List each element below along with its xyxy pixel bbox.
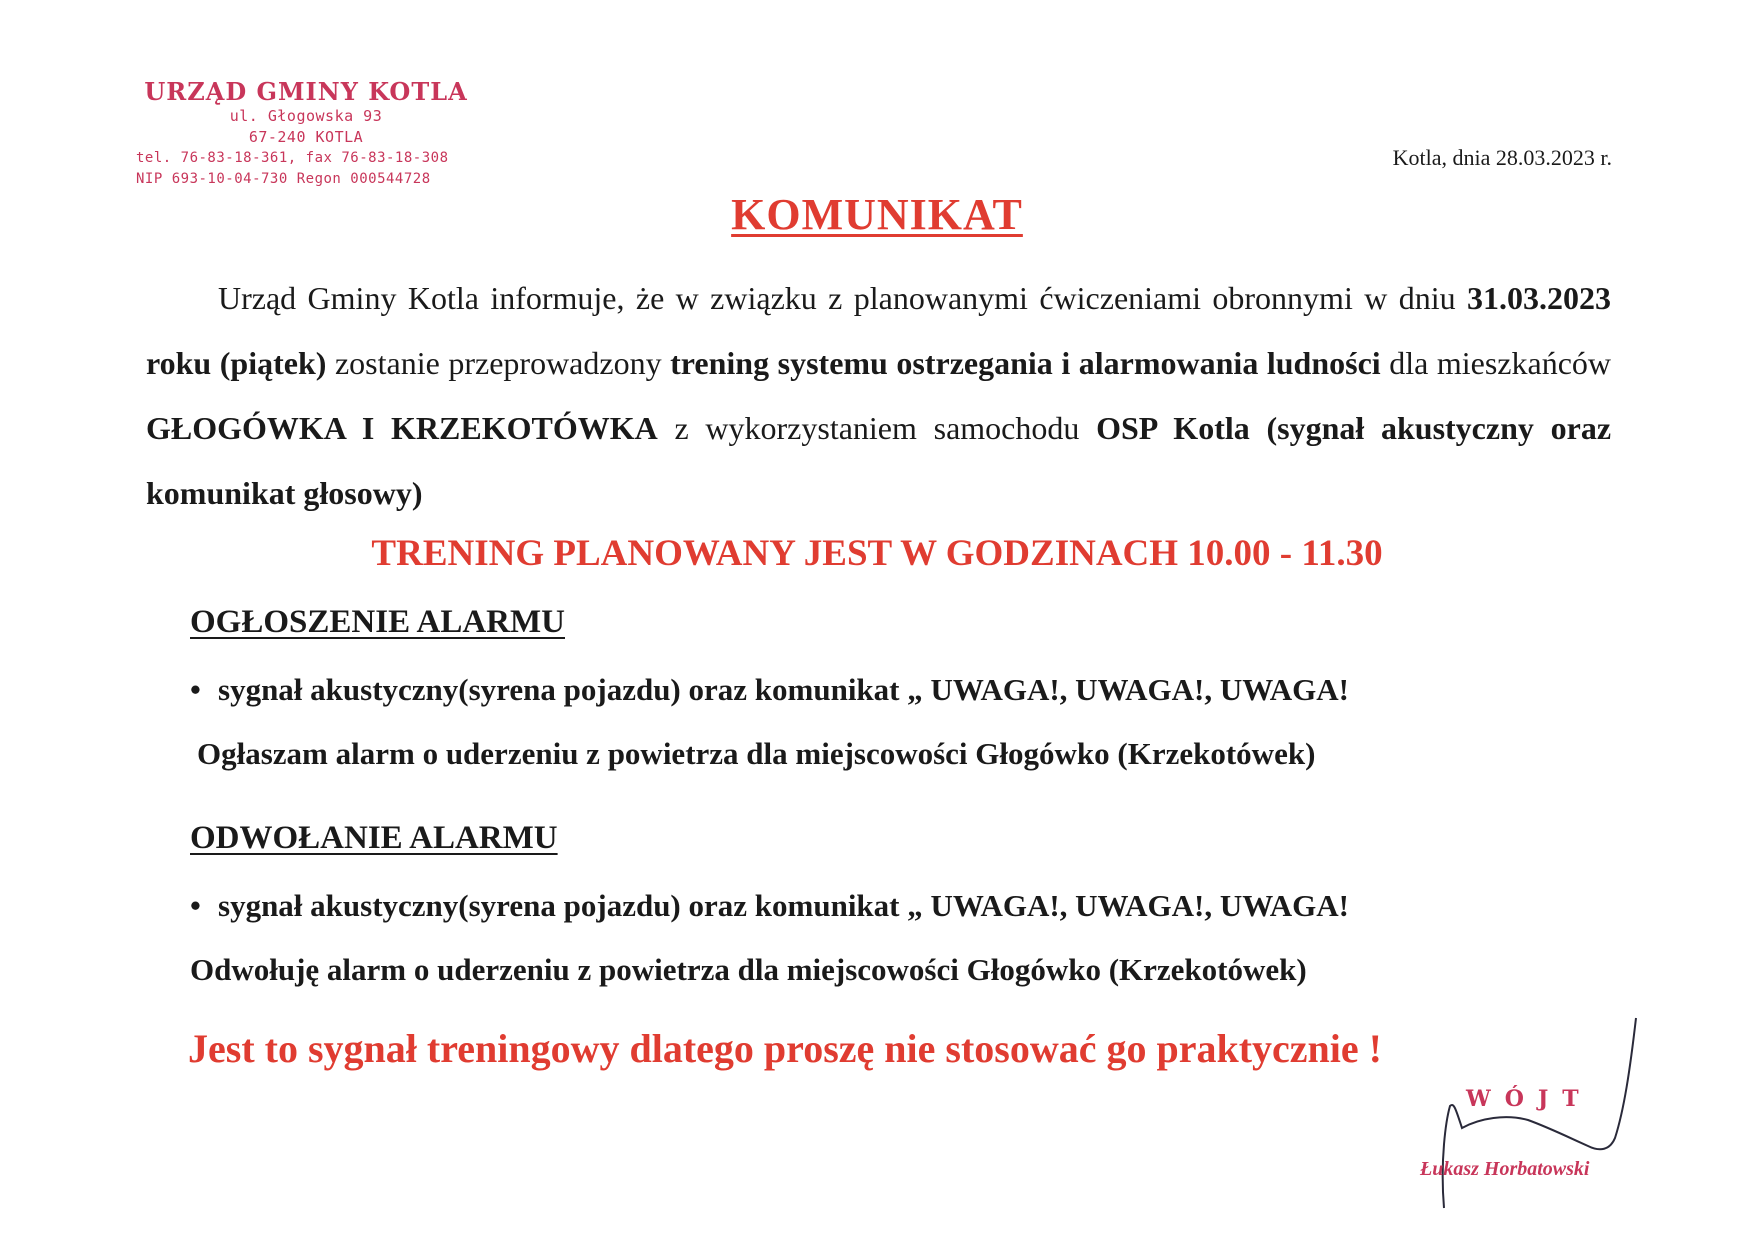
intro-part-4: z wykorzystaniem samochodu (657, 410, 1097, 446)
warning-note: Jest to sygnał treningowy dlatego proszę nie stosować go praktycznie ! (188, 1026, 1382, 1071)
bullet-icon: • (190, 672, 201, 707)
signature-name: Łukasz Horbatowski (1420, 1158, 1590, 1180)
intro-part-1: Urząd Gminy Kotla informuje, że w związku z planowanymi ćwiczeniami obronnymi w dniu (218, 280, 1467, 316)
intro-paragraph (146, 266, 1611, 526)
document-date: Kotla, dnia 28.03.2023 r. (1392, 145, 1612, 170)
intro-part-3: dla mieszkańców (1380, 345, 1612, 381)
office-stamp (136, 78, 476, 190)
intro-training: trening systemu ostrzegania i alarmowania ludności (670, 345, 1381, 381)
cancel-line-1 (190, 886, 1610, 926)
announce-title: OGŁOSZENIE ALARMU (190, 604, 565, 640)
intro-part-2: zostanie przeprowadzony (326, 345, 671, 381)
cancel-title: ODWOŁANIE ALARMU (190, 820, 558, 856)
training-time: TRENING PLANOWANY JEST W GODZINACH 10.00 - 11.30 (371, 533, 1383, 574)
announce-line-1 (190, 670, 1610, 710)
intro-osp: OSP Kotla (sygnał akustyczny oraz komunikat głosowy) (146, 410, 1612, 511)
bullet-icon: • (190, 888, 201, 923)
announce-line-2: Ogłaszam alarm o uderzeniu z powietrza dla miejscowości Głogówko (Krzekotówek) (197, 736, 1316, 771)
stamp-postal: 67-240 KOTLA (248, 128, 364, 146)
heading-text: KOMUNIKAT (731, 190, 1023, 239)
intro-date: 31.03.2023 roku (piątek) (146, 280, 1611, 381)
intro-places: GŁOGÓWKA I KRZEKOTÓWKA (146, 410, 658, 446)
stamp-phone: tel. 76-83-18-361, fax 76-83-18-308 (136, 150, 449, 166)
announce-line-1-text: sygnał akustyczny(syrena pojazdu) oraz komunikat „ UWAGA!, UWAGA!, UWAGA! (218, 672, 1349, 707)
cancel-line-1-text: sygnał akustyczny(syrena pojazdu) oraz komunikat „ UWAGA!, UWAGA!, UWAGA! (218, 888, 1349, 923)
cancel-line-2: Odwołuję alarm o uderzeniu z powietrza dla miejscowości Głogówko (Krzekotówek) (190, 952, 1307, 987)
stamp-title: URZĄD GMINY KOTLA (144, 77, 468, 106)
stamp-ids: NIP 693-10-04-730 Regon 000544728 (136, 171, 431, 187)
document-heading (0, 189, 1754, 240)
stamp-street: ul. Głogowska 93 (229, 107, 383, 125)
signature-role: WÓJT (1466, 1086, 1593, 1112)
